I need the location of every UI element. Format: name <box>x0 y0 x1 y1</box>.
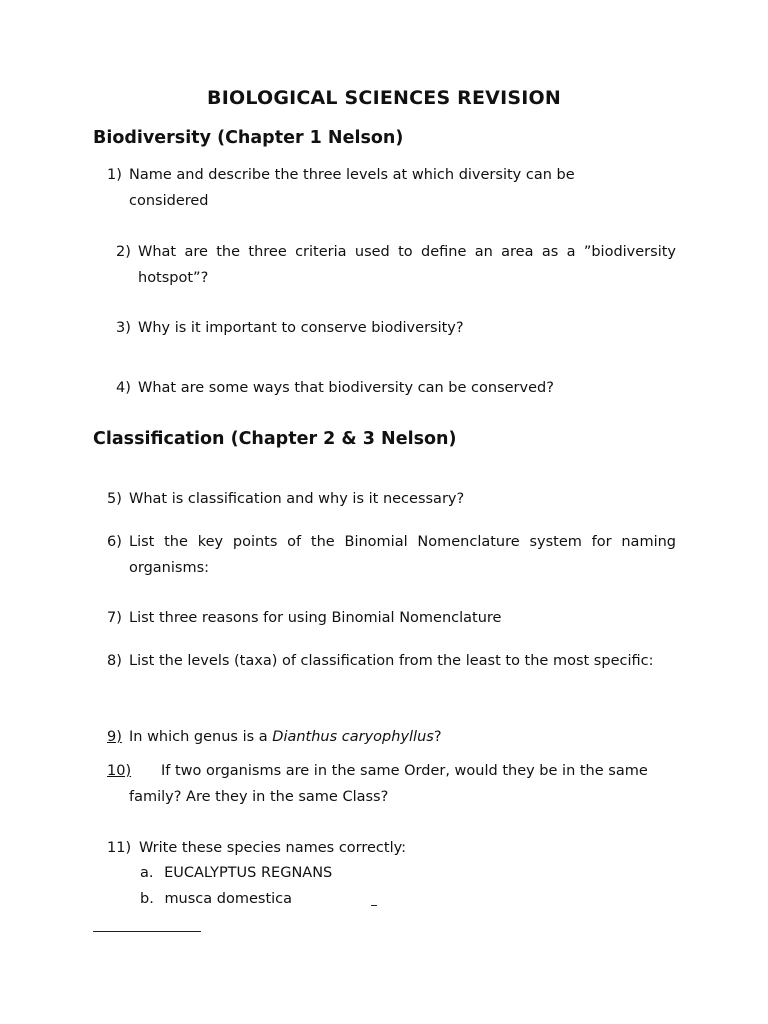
question-text: Name and describe the three levels at which diversity can be considered <box>129 167 575 209</box>
question-number: 2) <box>116 244 131 260</box>
question-text: Why is it important to conserve biodiversity? <box>138 320 464 336</box>
question-number: 6) <box>107 534 122 550</box>
stray-underline-mark <box>371 905 377 906</box>
question-text: If two organisms are in the same Order, would they be in the same family? Are they in the same Class? <box>129 763 648 805</box>
question-6 <box>107 529 676 581</box>
question-11 <box>107 835 676 861</box>
question-text: What are the three criteria used to define an area as a ”biodiversity hotspot”? <box>138 244 676 286</box>
footnote-separator <box>93 931 201 932</box>
question-1 <box>107 162 607 214</box>
question-text: List the levels (taxa) of classification from the least to the most specific: <box>129 653 654 669</box>
question-2 <box>116 239 676 291</box>
section-heading-classification: Classification (Chapter 2 & 3 Nelson) <box>93 429 457 449</box>
question-number: 10) <box>107 763 132 779</box>
question-text-part: ? <box>433 729 442 745</box>
subitem-text: EUCALYPTUS REGNANS <box>164 865 333 881</box>
question-text: List three reasons for using Binomial Nomenclature <box>129 610 502 626</box>
question-number: 7) <box>107 610 122 626</box>
question-number: 3) <box>116 320 131 336</box>
subitem-b <box>140 886 292 912</box>
question-5 <box>107 486 676 512</box>
page-title: BIOLOGICAL SCIENCES REVISION <box>207 87 561 109</box>
question-number: 8) <box>107 653 122 669</box>
species-name-italic: Dianthus caryophyllus <box>272 729 434 745</box>
question-3 <box>116 315 676 341</box>
question-text: List the key points of the Binomial Nomenclature system for naming organisms: <box>129 534 676 576</box>
subitem-a <box>140 860 332 886</box>
question-4 <box>116 375 676 401</box>
question-number: 1) <box>107 167 122 183</box>
question-number: 5) <box>107 491 122 507</box>
question-number: 4) <box>116 380 131 396</box>
subitem-label: a. <box>140 865 154 881</box>
question-text: Write these species names correctly: <box>139 840 407 856</box>
question-number: 9) <box>107 729 122 745</box>
question-10 <box>107 758 676 810</box>
question-text-part: In which genus is a <box>129 729 273 745</box>
subitem-text: musca domestica <box>164 891 293 907</box>
question-9 <box>107 724 676 750</box>
section-heading-biodiversity: Biodiversity (Chapter 1 Nelson) <box>93 128 404 148</box>
question-7 <box>107 605 676 631</box>
subitem-label: b. <box>140 891 154 907</box>
question-text <box>107 724 676 750</box>
question-text: What are some ways that biodiversity can be conserved? <box>138 380 554 396</box>
question-8 <box>107 648 676 674</box>
question-text: What is classification and why is it necessary? <box>129 491 465 507</box>
question-number: 11) <box>107 840 132 856</box>
